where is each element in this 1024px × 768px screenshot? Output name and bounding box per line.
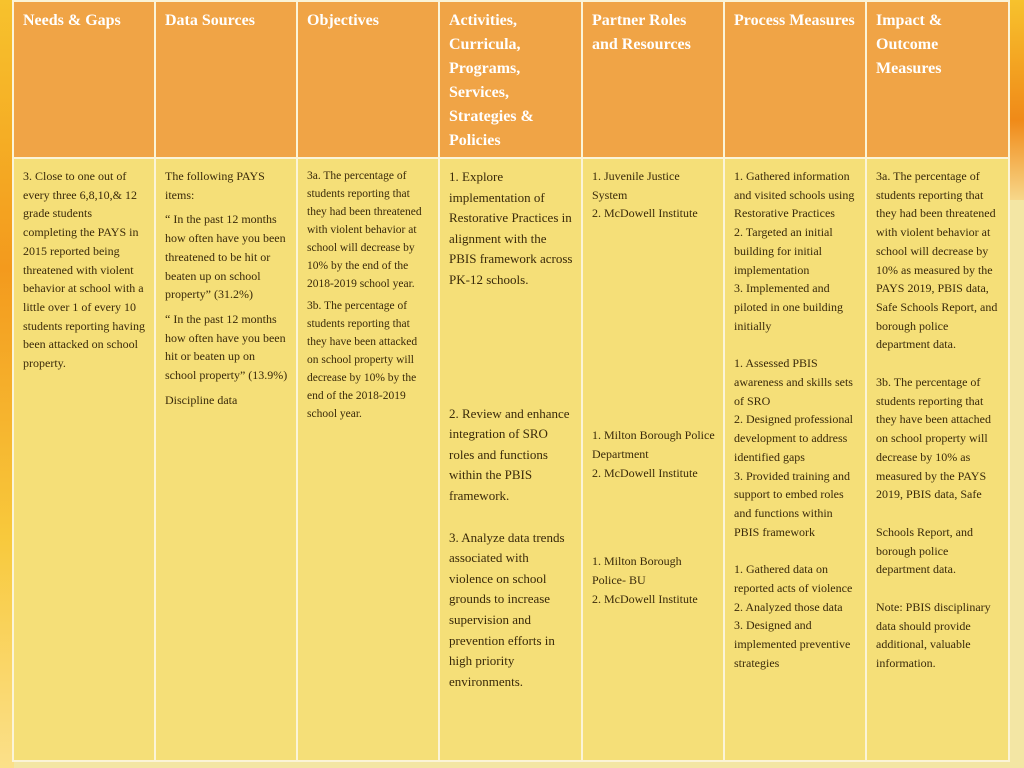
activity-3: 3. Analyze data trends associated with violence on school grounds to increase supervision and prevention efforts in high priority environments. — [449, 529, 565, 689]
partner-item: 2. McDowell Institute — [592, 206, 698, 221]
activity-1: 1. Explore implementation of Restorative Practices in alignment with the PBIS framework across PK-12 schools. — [449, 169, 573, 287]
header-needs-gaps: Needs & Gaps — [13, 1, 155, 158]
header-data-sources: Data Sources — [155, 1, 297, 158]
process-item: 1. Assessed PBIS awareness and skills sets of SRO — [734, 356, 853, 408]
process-item: 1. Gathered data on reported acts of violence — [734, 562, 853, 596]
process-item: 3. Designed and implemented preventive strategies — [734, 618, 851, 670]
partner-item: 2. McDowell Institute — [592, 465, 698, 480]
process-item: 3. Implemented and piloted in one building initially — [734, 281, 843, 333]
data-source-item: “ In the past 12 months how often have you been threatened to be hit or beaten up on school property” (31.2%) — [165, 212, 286, 302]
impact-3a: 3a. The percentage of students reporting that they had been threatened with violent behavior at school will decrease by 10% as measured by the PAYS 2019, PBIS data, Safe Schools Report, and borough police department data. — [876, 169, 998, 352]
header-process-measures: Process Measures — [724, 1, 866, 158]
cell-activities — [439, 158, 582, 761]
impact-3b-continued: Schools Report, and borough police department data. — [876, 524, 973, 577]
cell-data-sources — [155, 158, 297, 761]
partner-item: 1. Milton Borough Police Department — [592, 428, 715, 461]
header-objectives: Objectives — [297, 1, 439, 158]
objective-3b: 3b. The percentage of students reporting that they have been attacked on school property will decrease by 10% by the end of the 2018-2019 school year. — [307, 300, 418, 420]
cell-process-measures — [724, 158, 866, 761]
impact-note: Note: PBIS disciplinary data should provide additional, valuable information. — [876, 600, 991, 671]
process-item: 2. Designed professional development to address identified gaps — [734, 412, 853, 464]
header-partner-roles: Partner Roles and Resources — [582, 1, 724, 158]
process-item: 2. Analyzed those data — [734, 599, 843, 614]
header-activities: Activities, Curricula, Programs, Services, Strategies & Policies — [439, 1, 582, 158]
header-impact-outcome: Impact & Outcome Measures — [866, 1, 1009, 158]
partner-item: 2. McDowell Institute — [592, 591, 698, 606]
logic-model-table — [12, 0, 1010, 762]
partner-item: 1. Juvenile Justice System — [592, 169, 680, 202]
impact-3b: 3b. The percentage of students reporting that they have been attached on school property will decrease by 10% as measured by the PAYS 2019, PBIS data, Safe — [876, 375, 991, 502]
process-item: 2. Targeted an initial building for initial implementation — [734, 225, 833, 277]
objective-3a: 3a. The percentage of students reporting that they had been threatened with violent behavior at school will decrease by 10% by the end of the 2018-2019 school year. — [307, 170, 422, 290]
data-source-item: “ In the past 12 months how often have you been hit or beaten up on school property” (13.9%) — [165, 311, 288, 383]
process-item: 3. Provided training and support to embed roles and functions within PBIS framework — [734, 468, 850, 539]
cell-partner-roles — [582, 158, 724, 761]
body-row — [13, 158, 1009, 761]
cell-impact-outcome — [866, 158, 1009, 761]
needs-text: 3. Close to one out of every three 6,8,10,& 12 grade students completing the PAYS in 2015 reported being threatened with violent behavior at school with a little over 1 of every 10 students reporting having been attacked on school property. — [23, 169, 145, 371]
cell-needs-gaps — [13, 158, 155, 761]
activity-2: 2. Review and enhance integration of SRO roles and functions within the PBIS framework. — [449, 405, 570, 503]
data-sources-intro: The following PAYS items: — [165, 169, 265, 202]
cell-objectives — [297, 158, 439, 761]
process-item: 1. Gathered information and visited schools using Restorative Practices — [734, 169, 855, 221]
partner-item: 1. Milton Borough Police- BU — [592, 554, 682, 587]
data-source-item: Discipline data — [165, 392, 238, 407]
header-row — [13, 1, 1009, 158]
